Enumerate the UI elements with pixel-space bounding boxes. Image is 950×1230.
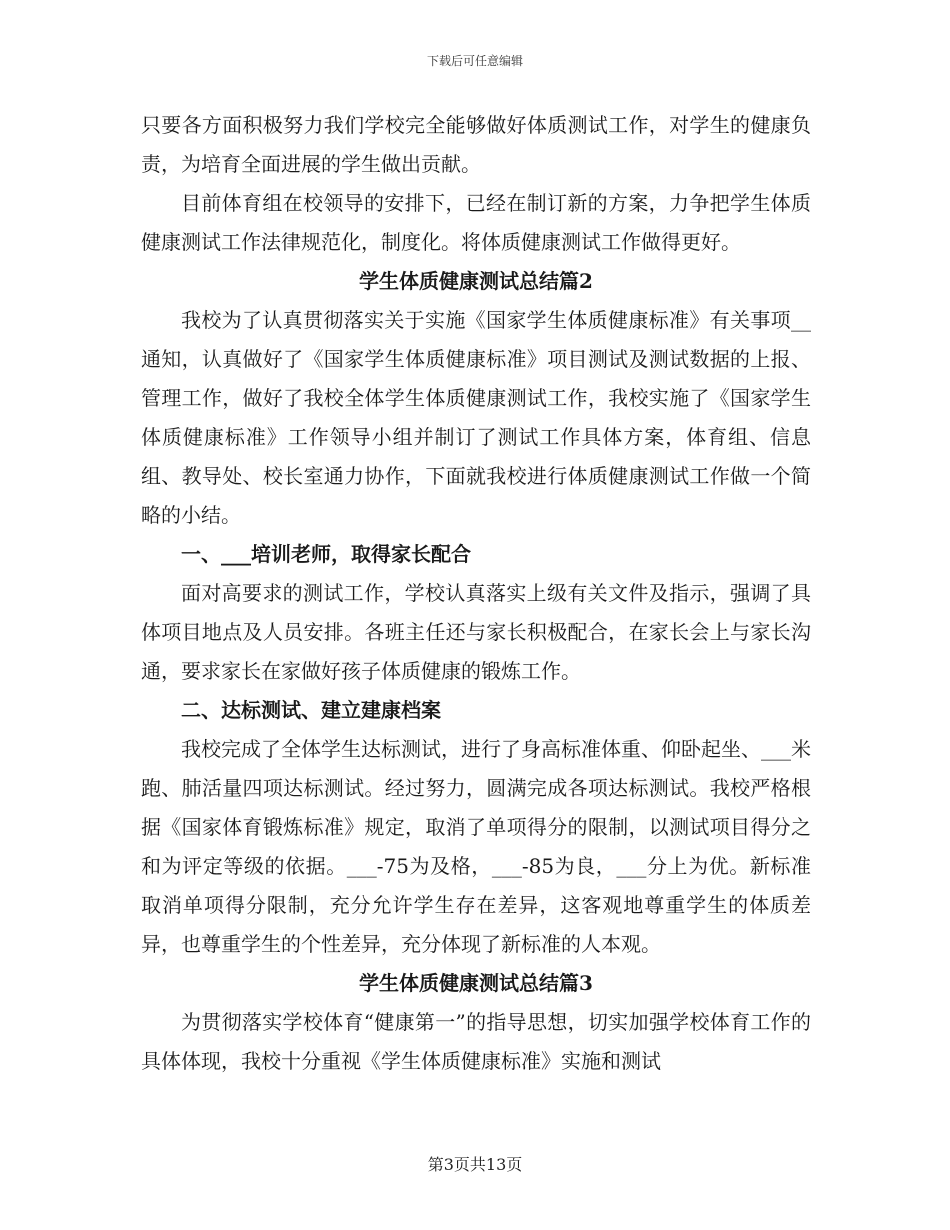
- body-paragraph: 面对高要求的测试工作，学校认真落实上级有关文件及指示，强调了具体项目地点及人员安排。各班主任还与家长积极配合，在家长会上与家长沟通，要求家长在家做好孩子体质健康的锻炼工作。: [141, 581, 811, 683]
- body-paragraph: 为贯彻落实学校体育“健康第一”的指导思想，切实加强学校体育工作的具体体现，我校十分重视《学生体质健康标准》实施和测试: [141, 1010, 811, 1073]
- body-paragraph: 只要各方面积极努力我们学校完全能够做好体质测试工作，对学生的健康负责，为培育全面进展的学生做出贡献。: [141, 113, 811, 176]
- body-paragraph: 目前体育组在校领导的安排下，已经在制订新的方案，力争把学生体质健康测试工作法律规范化，制度化。将体质健康测试工作做得更好。: [141, 191, 811, 254]
- subsection-heading: 一、___培训老师，取得家长配合: [181, 542, 471, 566]
- page-footer: 第3页共13页: [427, 1155, 523, 1174]
- body-paragraph: 我校为了认真贯彻落实关于实施《国家学生体质健康标准》有关事项__通知，认真做好了《国家学生体质健康标准》项目测试及测试数据的上报、管理工作，做好了我校全体学生体质健康测试工作，我校实施了《国家学生体质健康标准》工作领导小组并制订了测试工作具体方案，体育组、信息组、教导处、校长室通力协作，下面就我校进行体质健康测试工作做一个简略的小结。: [141, 308, 811, 527]
- section-heading: 学生体质健康测试总结篇3: [359, 971, 593, 995]
- page-header: 下载后可任意编辑: [426, 54, 523, 68]
- section-heading: 学生体质健康测试总结篇2: [359, 269, 593, 293]
- document-body: [141, 106, 811, 1081]
- body-paragraph: 我校完成了全体学生达标测试，进行了身高标准体重、仰卧起坐、___米跑、肺活量四项达标测试。经过努力，圆满完成各项达标测试。我校严格根据《国家体育锻炼标准》规定，取消了单项得分的限制，以测试项目得分之和为评定等级的依据。___-75为及格，___-85为良，___分上为优。新标准取消单项得分限制，充分允许学生存在差异，这客观地尊重学生的体质差异，也尊重学生的个性差异，充分体现了新标准的人本观。: [141, 737, 811, 956]
- subsection-heading: 二、达标测试、建立建康档案: [181, 698, 441, 722]
